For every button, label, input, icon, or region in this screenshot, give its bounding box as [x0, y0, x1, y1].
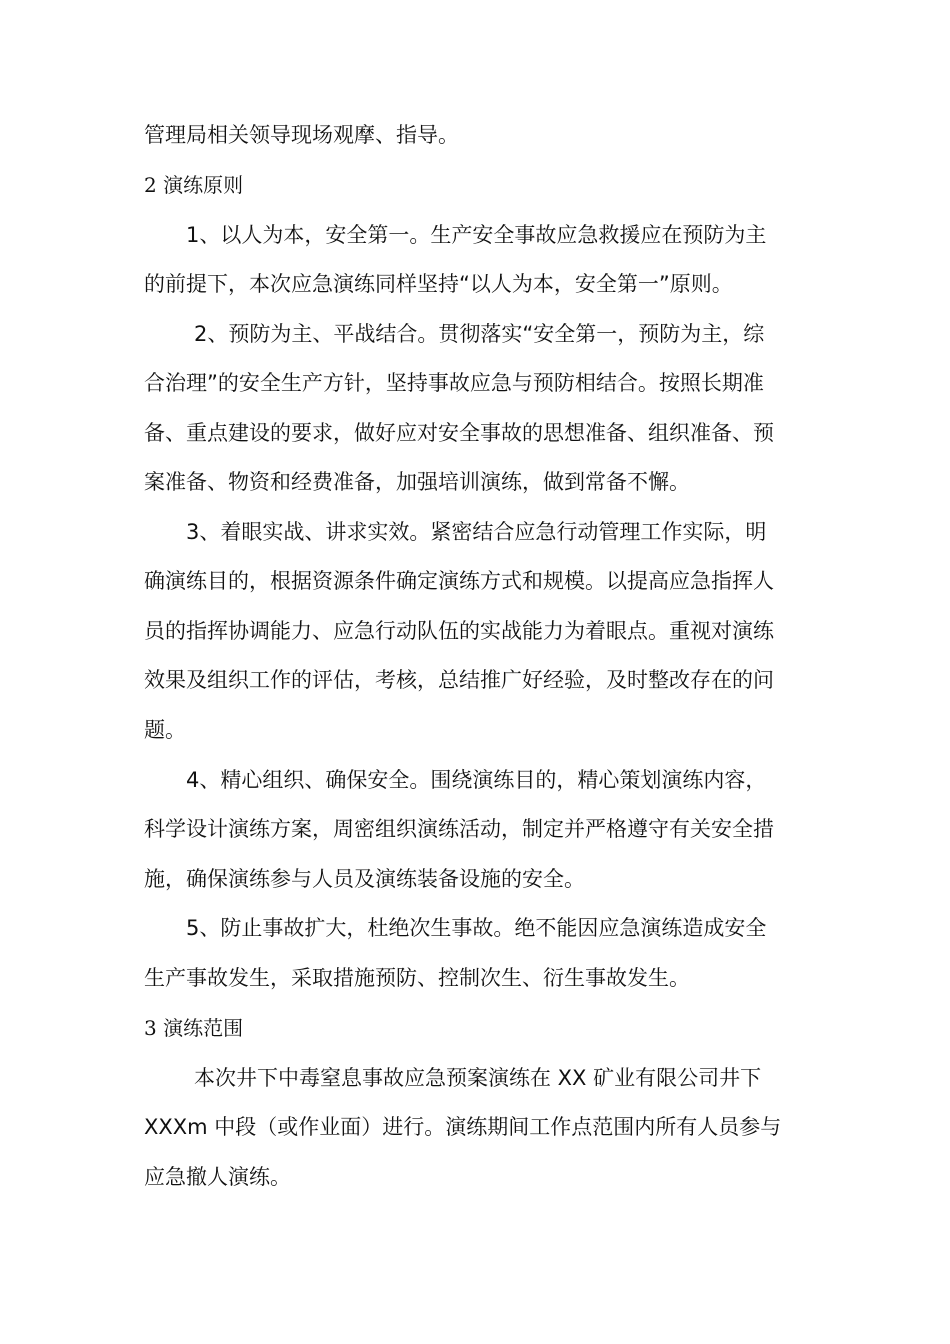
paragraph-line: 1、以人为本，安全第一。生产安全事故应急救援应在预防为主: [186, 223, 767, 247]
paragraph-line: 5、防止事故扩大，杜绝次生事故。绝不能因应急演练造成安全: [186, 916, 767, 940]
paragraph-line: 生产事故发生，采取措施预防、控制次生、衍生事故发生。: [144, 966, 690, 990]
paragraph-line: 的前提下，本次应急演练同样坚持“以人为本，安全第一”原则。: [144, 272, 733, 296]
paragraph-line: 备、重点建设的要求，做好应对安全事故的思想准备、组织准备、预: [144, 421, 774, 445]
section-heading-principles: 2 演练原则: [144, 173, 244, 197]
paragraph-line: 2、预防为主、平战结合。贯彻落实“安全第一，预防为主，综: [194, 322, 765, 346]
section-heading-scope: 3 演练范围: [144, 1016, 244, 1040]
paragraph-line: 本次井下中毒窒息事故应急预案演练在 XX 矿业有限公司井下: [194, 1066, 762, 1090]
paragraph-line: 合治理”的安全生产方针，坚持事故应急与预防相结合。按照长期准: [144, 371, 764, 395]
paragraph-line: 题。: [144, 718, 186, 742]
paragraph-line: 科学设计演练方案，周密组织演练活动，制定并严格遵守有关安全措: [144, 817, 774, 841]
paragraph-line: 应急撤人演练。: [144, 1165, 291, 1189]
paragraph-line: 4、精心组织、确保安全。围绕演练目的，精心策划演练内容，: [186, 768, 767, 792]
paragraph-line: 确演练目的，根据资源条件确定演练方式和规模。以提高应急指挥人: [144, 569, 774, 593]
paragraph-line: 效果及组织工作的评估，考核，总结推广好经验，及时整改存在的问: [144, 668, 774, 692]
paragraph-line: 员的指挥协调能力、应急行动队伍的实战能力为着眼点。重视对演练: [144, 619, 774, 643]
paragraph-line: 管理局相关领导现场观摩、指导。: [144, 123, 459, 147]
paragraph-line: 施，确保演练参与人员及演练装备设施的安全。: [144, 867, 585, 891]
paragraph-line: XXXm 中段（或作业面）进行。演练期间工作点范围内所有人员参与: [144, 1115, 782, 1139]
paragraph-line: 案准备、物资和经费准备，加强培训演练，做到常备不懈。: [144, 470, 690, 494]
paragraph-line: 3、着眼实战、讲求实效。紧密结合应急行动管理工作实际，明: [186, 520, 767, 544]
